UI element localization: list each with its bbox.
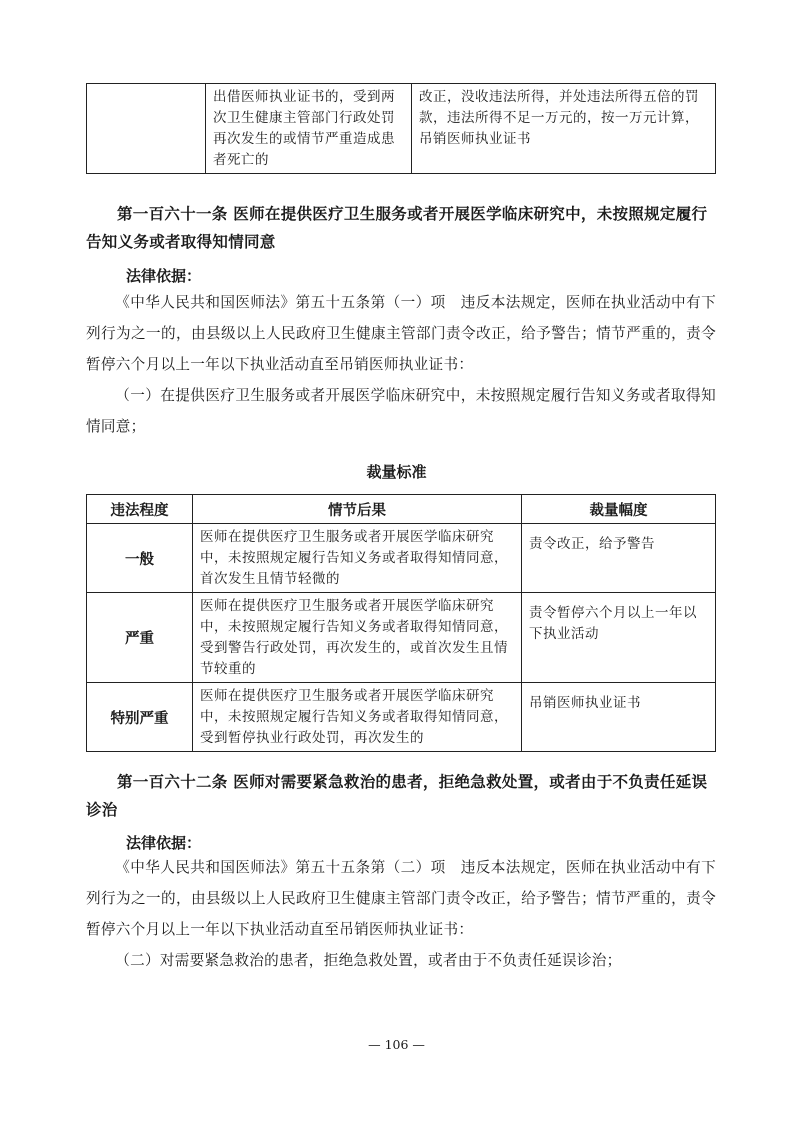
article-161-basis-heading: 法律依据：	[126, 267, 202, 285]
header-level: 违法程度	[87, 495, 193, 524]
row-circumstance: 医师在提供医疗卫生服务或者开展医学临床研究中，未按照规定履行告知义务或者取得知情同意，受到暂停执业行政处罚，再次发生的	[193, 683, 522, 752]
top-table-cell-circumstance: 出借医师执业证书的，受到两次卫生健康主管部门行政处罚再次发生的或情节严重造成患者死亡的	[206, 84, 412, 174]
header-circumstance: 情节后果	[193, 495, 522, 524]
row-level: 一般	[87, 524, 193, 593]
article-161-paragraph-2: （一）在提供医疗卫生服务或者开展医学临床研究中，未按照规定履行告知义务或者取得知情同意；	[86, 387, 716, 435]
table-row	[87, 84, 716, 174]
row-penalty: 责令改正，给予警告	[522, 524, 716, 593]
article-162-paragraph-1: 《中华人民共和国医师法》第五十五条第（二）项 违反本法规定，医师在执业活动中有下列行为之一的，由县级以上人民政府卫生健康主管部门责令改正，给予警告；情节严重的，责令暂停六个月以上一年以下执业活动直至吊销医师执业证书：	[86, 859, 716, 938]
top-table-cell-penalty: 改正，没收违法所得，并处违法所得五倍的罚款，违法所得不足一万元的，按一万元计算，吊销医师执业证书	[412, 84, 716, 174]
article-161-paragraph-1: 《中华人民共和国医师法》第五十五条第（一）项 违反本法规定，医师在执业活动中有下列行为之一的，由县级以上人民政府卫生健康主管部门责令改正，给予警告；情节严重的，责令暂停六个月以上一年以下执业活动直至吊销医师执业证书：	[86, 294, 716, 373]
article-162-paragraph-2: （二）对需要紧急救治的患者，拒绝急救处置，或者由于不负责任延误诊治；	[115, 952, 622, 969]
article-162-title: 第一百六十二条 医师对需要紧急救治的患者，拒绝急救处置，或者由于不负责任延误诊治	[86, 773, 708, 819]
row-circumstance: 医师在提供医疗卫生服务或者开展医学临床研究中，未按照规定履行告知义务或者取得知情同意，受到警告行政处罚，再次发生的，或首次发生且情节较重的	[193, 593, 522, 683]
table-row	[87, 524, 716, 593]
table-header-row	[87, 495, 716, 524]
standard-table-caption: 裁量标准	[366, 463, 427, 481]
row-penalty: 责令暂停六个月以上一年以下执业活动	[522, 593, 716, 683]
row-level: 严重	[87, 593, 193, 683]
page-number: — 106 —	[368, 1037, 425, 1052]
article-161-title: 第一百六十一条 医师在提供医疗卫生服务或者开展医学临床研究中，未按照规定履行告知义务或者取得知情同意	[86, 205, 708, 251]
top-table	[86, 83, 716, 174]
row-circumstance: 医师在提供医疗卫生服务或者开展医学临床研究中，未按照规定履行告知义务或者取得知情同意，首次发生且情节轻微的	[193, 524, 522, 593]
table-row	[87, 683, 716, 752]
article-162-basis-heading: 法律依据：	[126, 834, 202, 852]
table-row	[87, 593, 716, 683]
header-penalty: 裁量幅度	[522, 495, 716, 524]
top-table-cell-level	[87, 84, 206, 174]
standard-table	[86, 494, 716, 752]
row-level: 特别严重	[87, 683, 193, 752]
row-penalty: 吊销医师执业证书	[522, 683, 716, 752]
